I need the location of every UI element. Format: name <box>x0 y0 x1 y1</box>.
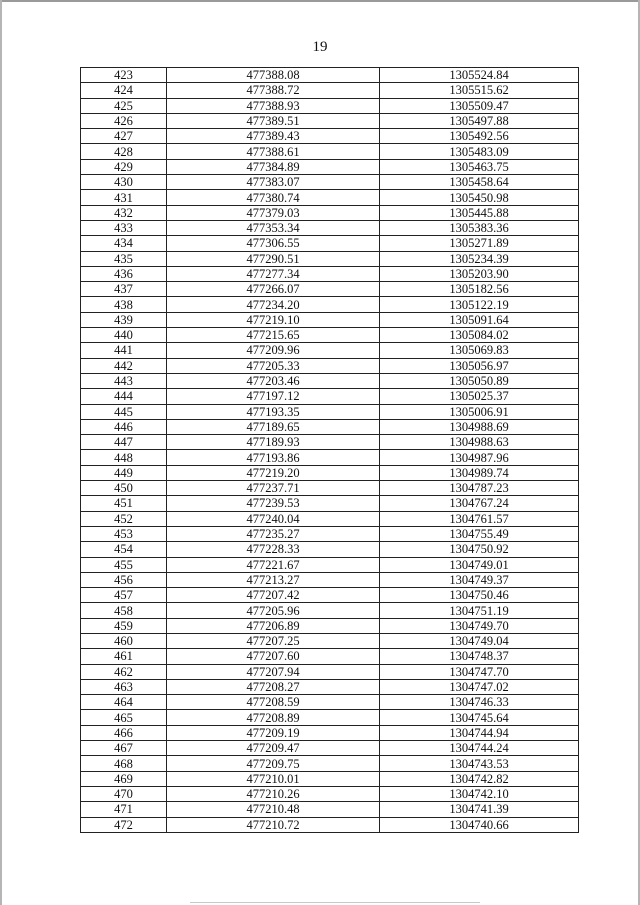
point-number-cell: 450 <box>81 481 167 496</box>
table-row <box>81 679 579 694</box>
x-coordinate-cell: 477193.86 <box>167 450 380 465</box>
x-coordinate-cell: 477207.60 <box>167 649 380 664</box>
y-coordinate-cell: 1304741.39 <box>380 802 579 817</box>
y-coordinate-cell: 1304750.92 <box>380 542 579 557</box>
x-coordinate-cell: 477213.27 <box>167 572 380 587</box>
x-coordinate-cell: 477205.96 <box>167 603 380 618</box>
table-row <box>81 297 579 312</box>
x-coordinate-cell: 477235.27 <box>167 526 380 541</box>
x-coordinate-cell: 477234.20 <box>167 297 380 312</box>
point-number-cell: 424 <box>81 83 167 98</box>
x-coordinate-cell: 477380.74 <box>167 190 380 205</box>
y-coordinate-cell: 1304740.66 <box>380 817 579 832</box>
table-row <box>81 205 579 220</box>
table-row <box>81 159 579 174</box>
table-row <box>81 572 579 587</box>
point-number-cell: 425 <box>81 98 167 113</box>
x-coordinate-cell: 477205.33 <box>167 358 380 373</box>
y-coordinate-cell: 1304988.63 <box>380 435 579 450</box>
table-row <box>81 450 579 465</box>
y-coordinate-cell: 1304742.10 <box>380 786 579 801</box>
table-row <box>81 98 579 113</box>
y-coordinate-cell: 1304767.24 <box>380 496 579 511</box>
y-coordinate-cell: 1304989.74 <box>380 465 579 480</box>
scan-edge-top <box>0 0 640 2</box>
table-row <box>81 129 579 144</box>
x-coordinate-cell: 477353.34 <box>167 220 380 235</box>
x-coordinate-cell: 477219.20 <box>167 465 380 480</box>
table-row <box>81 282 579 297</box>
table-row <box>81 725 579 740</box>
y-coordinate-cell: 1305182.56 <box>380 282 579 297</box>
x-coordinate-cell: 477221.67 <box>167 557 380 572</box>
table-row <box>81 603 579 618</box>
y-coordinate-cell: 1304987.96 <box>380 450 579 465</box>
point-number-cell: 457 <box>81 588 167 603</box>
point-number-cell: 430 <box>81 175 167 190</box>
x-coordinate-cell: 477203.46 <box>167 373 380 388</box>
y-coordinate-cell: 1305515.62 <box>380 83 579 98</box>
y-coordinate-cell: 1304748.37 <box>380 649 579 664</box>
x-coordinate-cell: 477197.12 <box>167 389 380 404</box>
x-coordinate-cell: 477277.34 <box>167 266 380 281</box>
x-coordinate-cell: 477388.61 <box>167 144 380 159</box>
point-number-cell: 460 <box>81 633 167 648</box>
y-coordinate-cell: 1305006.91 <box>380 404 579 419</box>
table-row <box>81 144 579 159</box>
point-number-cell: 451 <box>81 496 167 511</box>
y-coordinate-cell: 1305450.98 <box>380 190 579 205</box>
point-number-cell: 447 <box>81 435 167 450</box>
table-row <box>81 741 579 756</box>
y-coordinate-cell: 1304746.33 <box>380 695 579 710</box>
table-row <box>81 786 579 801</box>
x-coordinate-cell: 477207.42 <box>167 588 380 603</box>
scan-edge-bottom <box>190 902 480 903</box>
point-number-cell: 428 <box>81 144 167 159</box>
scan-edge-left <box>0 0 2 905</box>
x-coordinate-cell: 477266.07 <box>167 282 380 297</box>
y-coordinate-cell: 1305445.88 <box>380 205 579 220</box>
x-coordinate-cell: 477388.93 <box>167 98 380 113</box>
x-coordinate-cell: 477209.96 <box>167 343 380 358</box>
x-coordinate-cell: 477384.89 <box>167 159 380 174</box>
y-coordinate-cell: 1305271.89 <box>380 236 579 251</box>
x-coordinate-cell: 477210.72 <box>167 817 380 832</box>
point-number-cell: 431 <box>81 190 167 205</box>
y-coordinate-cell: 1305091.64 <box>380 312 579 327</box>
point-number-cell: 463 <box>81 679 167 694</box>
point-number-cell: 423 <box>81 68 167 83</box>
point-number-cell: 442 <box>81 358 167 373</box>
point-number-cell: 470 <box>81 786 167 801</box>
point-number-cell: 454 <box>81 542 167 557</box>
y-coordinate-cell: 1305084.02 <box>380 328 579 343</box>
y-coordinate-cell: 1304749.70 <box>380 618 579 633</box>
table-row <box>81 771 579 786</box>
point-number-cell: 462 <box>81 664 167 679</box>
y-coordinate-cell: 1304787.23 <box>380 481 579 496</box>
y-coordinate-cell: 1304742.82 <box>380 771 579 786</box>
x-coordinate-cell: 477208.89 <box>167 710 380 725</box>
y-coordinate-cell: 1305025.37 <box>380 389 579 404</box>
point-number-cell: 443 <box>81 373 167 388</box>
point-number-cell: 438 <box>81 297 167 312</box>
y-coordinate-cell: 1305492.56 <box>380 129 579 144</box>
x-coordinate-cell: 477189.65 <box>167 419 380 434</box>
table-row <box>81 695 579 710</box>
point-number-cell: 466 <box>81 725 167 740</box>
y-coordinate-cell: 1304755.49 <box>380 526 579 541</box>
point-number-cell: 429 <box>81 159 167 174</box>
point-number-cell: 426 <box>81 113 167 128</box>
x-coordinate-cell: 477290.51 <box>167 251 380 266</box>
y-coordinate-cell: 1305524.84 <box>380 68 579 83</box>
point-number-cell: 446 <box>81 419 167 434</box>
table-row <box>81 236 579 251</box>
table-row <box>81 511 579 526</box>
table-row <box>81 358 579 373</box>
table-row <box>81 802 579 817</box>
table-row <box>81 481 579 496</box>
x-coordinate-cell: 477228.33 <box>167 542 380 557</box>
table-row <box>81 83 579 98</box>
coordinates-table <box>80 67 579 833</box>
y-coordinate-cell: 1304749.37 <box>380 572 579 587</box>
y-coordinate-cell: 1305203.90 <box>380 266 579 281</box>
x-coordinate-cell: 477215.65 <box>167 328 380 343</box>
x-coordinate-cell: 477240.04 <box>167 511 380 526</box>
y-coordinate-cell: 1305483.09 <box>380 144 579 159</box>
y-coordinate-cell: 1305497.88 <box>380 113 579 128</box>
x-coordinate-cell: 477388.08 <box>167 68 380 83</box>
table-row <box>81 526 579 541</box>
y-coordinate-cell: 1304988.69 <box>380 419 579 434</box>
x-coordinate-cell: 477189.93 <box>167 435 380 450</box>
table-row <box>81 817 579 832</box>
point-number-cell: 464 <box>81 695 167 710</box>
y-coordinate-cell: 1305050.89 <box>380 373 579 388</box>
x-coordinate-cell: 477208.27 <box>167 679 380 694</box>
y-coordinate-cell: 1304751.19 <box>380 603 579 618</box>
point-number-cell: 468 <box>81 756 167 771</box>
y-coordinate-cell: 1304750.46 <box>380 588 579 603</box>
x-coordinate-cell: 477389.43 <box>167 129 380 144</box>
point-number-cell: 452 <box>81 511 167 526</box>
point-number-cell: 456 <box>81 572 167 587</box>
y-coordinate-cell: 1305383.36 <box>380 220 579 235</box>
table-row <box>81 220 579 235</box>
table-row <box>81 664 579 679</box>
y-coordinate-cell: 1305509.47 <box>380 98 579 113</box>
x-coordinate-cell: 477206.89 <box>167 618 380 633</box>
x-coordinate-cell: 477379.03 <box>167 205 380 220</box>
point-number-cell: 471 <box>81 802 167 817</box>
point-number-cell: 441 <box>81 343 167 358</box>
point-number-cell: 458 <box>81 603 167 618</box>
x-coordinate-cell: 477210.26 <box>167 786 380 801</box>
point-number-cell: 472 <box>81 817 167 832</box>
table-row <box>81 190 579 205</box>
point-number-cell: 444 <box>81 389 167 404</box>
table-row <box>81 756 579 771</box>
y-coordinate-cell: 1304745.64 <box>380 710 579 725</box>
point-number-cell: 437 <box>81 282 167 297</box>
x-coordinate-cell: 477239.53 <box>167 496 380 511</box>
table-row <box>81 435 579 450</box>
y-coordinate-cell: 1304747.70 <box>380 664 579 679</box>
table-row <box>81 312 579 327</box>
y-coordinate-cell: 1304749.04 <box>380 633 579 648</box>
y-coordinate-cell: 1304761.57 <box>380 511 579 526</box>
x-coordinate-cell: 477193.35 <box>167 404 380 419</box>
table-row <box>81 68 579 83</box>
x-coordinate-cell: 477209.19 <box>167 725 380 740</box>
point-number-cell: 455 <box>81 557 167 572</box>
point-number-cell: 459 <box>81 618 167 633</box>
x-coordinate-cell: 477388.72 <box>167 83 380 98</box>
table-row <box>81 710 579 725</box>
point-number-cell: 440 <box>81 328 167 343</box>
y-coordinate-cell: 1304747.02 <box>380 679 579 694</box>
table-row <box>81 251 579 266</box>
point-number-cell: 434 <box>81 236 167 251</box>
point-number-cell: 435 <box>81 251 167 266</box>
x-coordinate-cell: 477207.25 <box>167 633 380 648</box>
point-number-cell: 453 <box>81 526 167 541</box>
table-row <box>81 113 579 128</box>
point-number-cell: 439 <box>81 312 167 327</box>
table-row <box>81 588 579 603</box>
y-coordinate-cell: 1305122.19 <box>380 297 579 312</box>
table-row <box>81 557 579 572</box>
y-coordinate-cell: 1305458.64 <box>380 175 579 190</box>
table-row <box>81 373 579 388</box>
table-row <box>81 633 579 648</box>
point-number-cell: 448 <box>81 450 167 465</box>
table-row <box>81 419 579 434</box>
x-coordinate-cell: 477210.48 <box>167 802 380 817</box>
point-number-cell: 467 <box>81 741 167 756</box>
coordinates-table-body <box>81 68 579 833</box>
x-coordinate-cell: 477383.07 <box>167 175 380 190</box>
point-number-cell: 461 <box>81 649 167 664</box>
table-row <box>81 542 579 557</box>
table-row <box>81 389 579 404</box>
y-coordinate-cell: 1305234.39 <box>380 251 579 266</box>
y-coordinate-cell: 1304749.01 <box>380 557 579 572</box>
x-coordinate-cell: 477207.94 <box>167 664 380 679</box>
x-coordinate-cell: 477209.47 <box>167 741 380 756</box>
y-coordinate-cell: 1305069.83 <box>380 343 579 358</box>
y-coordinate-cell: 1304744.94 <box>380 725 579 740</box>
table-row <box>81 618 579 633</box>
table-row <box>81 343 579 358</box>
point-number-cell: 433 <box>81 220 167 235</box>
x-coordinate-cell: 477210.01 <box>167 771 380 786</box>
y-coordinate-cell: 1304744.24 <box>380 741 579 756</box>
table-row <box>81 328 579 343</box>
point-number-cell: 449 <box>81 465 167 480</box>
x-coordinate-cell: 477208.59 <box>167 695 380 710</box>
x-coordinate-cell: 477219.10 <box>167 312 380 327</box>
table-row <box>81 465 579 480</box>
table-row <box>81 175 579 190</box>
y-coordinate-cell: 1305056.97 <box>380 358 579 373</box>
point-number-cell: 436 <box>81 266 167 281</box>
point-number-cell: 427 <box>81 129 167 144</box>
table-row <box>81 649 579 664</box>
point-number-cell: 432 <box>81 205 167 220</box>
page-number: 19 <box>312 39 328 55</box>
table-row <box>81 266 579 281</box>
x-coordinate-cell: 477389.51 <box>167 113 380 128</box>
table-row <box>81 404 579 419</box>
point-number-cell: 469 <box>81 771 167 786</box>
x-coordinate-cell: 477237.71 <box>167 481 380 496</box>
point-number-cell: 445 <box>81 404 167 419</box>
y-coordinate-cell: 1304743.53 <box>380 756 579 771</box>
point-number-cell: 465 <box>81 710 167 725</box>
table-row <box>81 496 579 511</box>
x-coordinate-cell: 477209.75 <box>167 756 380 771</box>
x-coordinate-cell: 477306.55 <box>167 236 380 251</box>
y-coordinate-cell: 1305463.75 <box>380 159 579 174</box>
